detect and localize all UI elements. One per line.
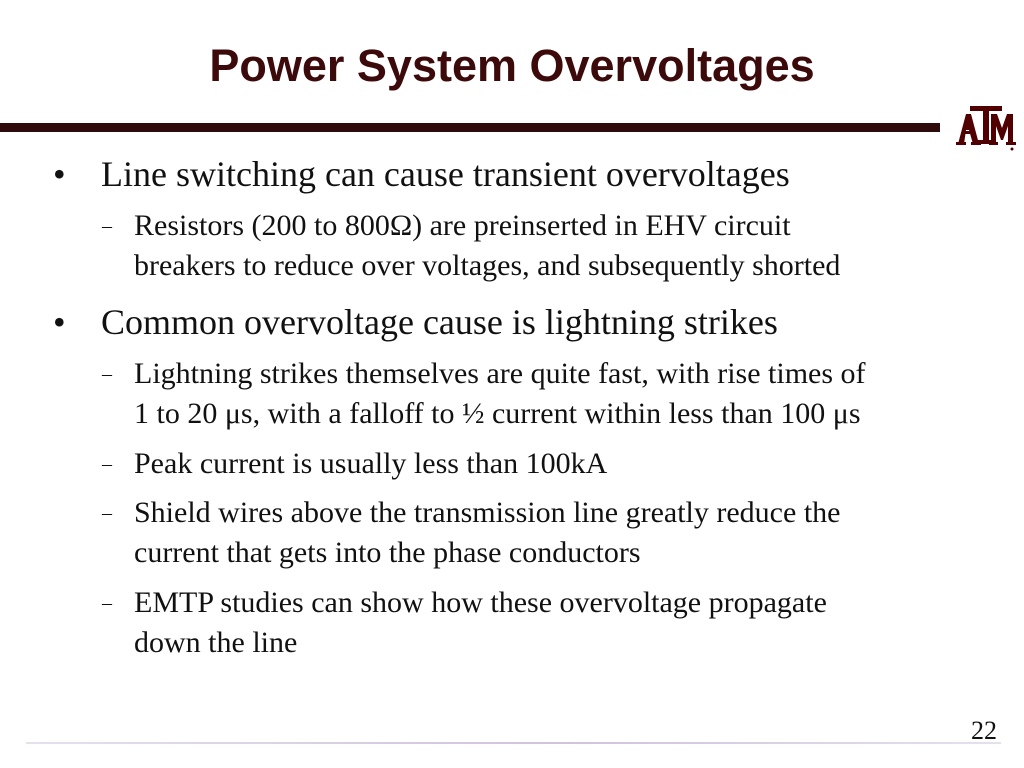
bullet-marker: • — [53, 302, 66, 342]
sub-bullet-marker: – — [102, 502, 112, 524]
sub-bullet-marker: – — [102, 363, 112, 385]
text-line: Shield wires above the transmission line greatly reduce the — [134, 496, 841, 529]
slide-title: Power System Overvoltages — [209, 40, 815, 91]
sub-bullet-text — [134, 493, 984, 573]
text-line: breakers to reduce over voltages, and subsequently shorted — [134, 249, 841, 282]
bullet-text: Common overvoltage cause is lightning strikes — [101, 302, 778, 342]
text-line: EMTP studies can show how these overvoltage propagate — [134, 586, 827, 619]
page-number: 22 — [971, 716, 997, 745]
sub-bullet-marker: – — [102, 453, 112, 475]
text-line: Lightning strikes themselves are quite fast, with rise times of — [134, 357, 866, 390]
sub-bullet-text — [134, 206, 984, 286]
sub-bullet-text — [134, 354, 984, 434]
text-line: Peak current is usually less than 100kA — [134, 447, 608, 480]
sub-bullet-text — [134, 583, 984, 663]
text-line: down the line — [134, 626, 298, 659]
sub-bullet-text — [134, 444, 984, 484]
bullet-marker: • — [53, 154, 66, 194]
text-line: 1 to 20 μs, with a falloff to ½ current within less than 100 μs — [134, 397, 861, 430]
sub-bullet-marker: – — [102, 215, 112, 237]
bullet-text: Line switching can cause transient overvoltages — [101, 154, 790, 194]
text-line: current that gets into the phase conductors — [134, 536, 641, 569]
footer-divider — [26, 742, 1001, 744]
sub-bullet-marker: – — [102, 592, 112, 614]
text-line: Resistors (200 to 800Ω) are preinserted in EHV circuit — [134, 209, 791, 242]
